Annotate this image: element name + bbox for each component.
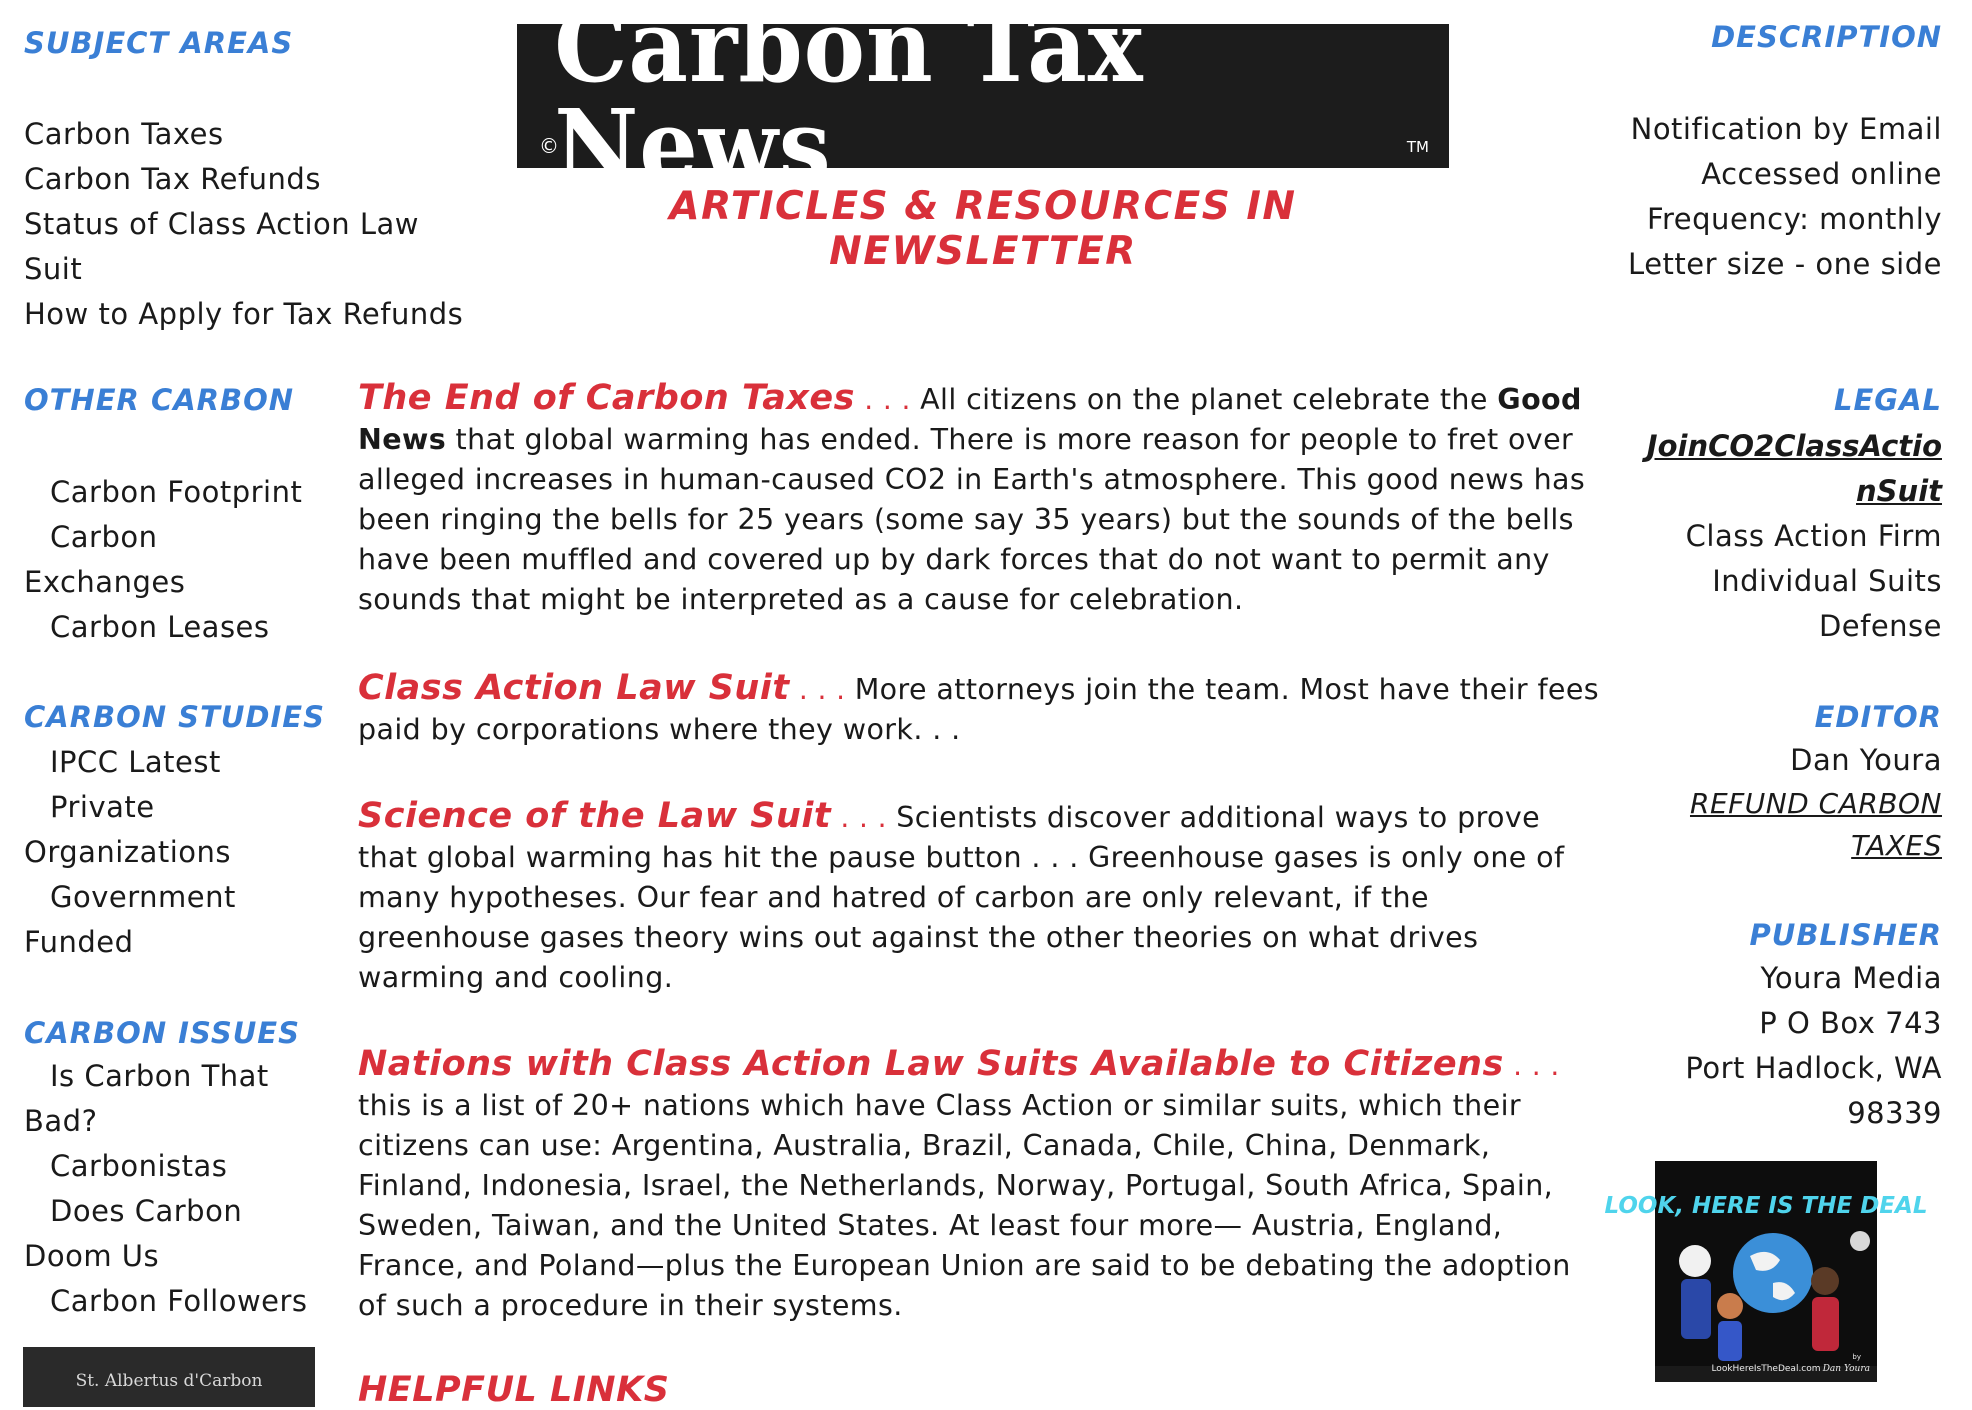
subject-areas-heading: SUBJECT AREAS <box>24 26 294 60</box>
deal-by: by <box>1852 1353 1861 1361</box>
issues-link-is-carbon-bad[interactable]: Is Carbon That <box>50 1059 269 1093</box>
carbon-studies-list <box>24 740 236 965</box>
copyright-symbol: © <box>539 134 559 158</box>
editor-name: Dan Youra <box>1790 743 1942 777</box>
other-carbon-list <box>24 470 302 650</box>
publisher-name: Youra Media <box>1760 961 1942 995</box>
masthead-subtitle: ARTICLES & RESOURCES IN NEWSLETTER <box>669 184 1297 274</box>
other-link-carbon-exchanges[interactable]: Carbon <box>50 520 158 554</box>
publisher-po-box: P O Box 743 <box>1759 1006 1942 1040</box>
legal-item-defense[interactable]: Defense <box>1818 609 1942 643</box>
studies-link-ipcc[interactable]: IPCC Latest <box>50 745 221 779</box>
article-ellipsis: . . . <box>855 383 921 416</box>
article-class-action <box>358 668 1604 750</box>
saint-albertus-caption: St. Albertus d'Carbon <box>75 1371 263 1391</box>
articles-column <box>358 378 1604 620</box>
join-class-action-link-line2: nSuit <box>1856 474 1942 508</box>
issues-link-carbon-followers[interactable]: Carbon Followers <box>50 1284 308 1318</box>
article-ellipsis: . . . <box>789 673 855 706</box>
article-ellipsis: . . . <box>831 801 897 834</box>
carbon-studies-heading: CARBON STUDIES <box>24 700 325 734</box>
issues-link-carbon-doom[interactable]: Does Carbon <box>50 1194 243 1228</box>
description-item: Accessed online <box>1701 157 1942 191</box>
article-title-link[interactable]: Class Action Law Suit <box>358 668 790 708</box>
description-list <box>1628 107 1942 287</box>
legal-item-individual-suits[interactable]: Individual Suits <box>1712 564 1942 598</box>
look-here-is-the-deal-image[interactable] <box>1604 1161 1928 1382</box>
issues-link-carbonistas[interactable]: Carbonistas <box>50 1149 228 1183</box>
publisher-section <box>1685 956 1942 1136</box>
other-link-carbon-leases[interactable]: Carbon Leases <box>50 610 270 644</box>
subject-link-apply-refunds[interactable]: How to Apply for Tax Refunds <box>24 297 464 331</box>
subject-link-carbon-tax-refunds[interactable]: Carbon Tax Refunds <box>24 162 321 196</box>
refund-link-line1: REFUND CARBON <box>1689 787 1942 820</box>
saint-albertus-image[interactable] <box>23 1347 315 1407</box>
article-bold-text: Good News <box>358 383 1582 456</box>
join-class-action-link[interactable] <box>1647 424 1942 514</box>
article-nations-class-action <box>358 1044 1604 1326</box>
editor-heading: EDITOR <box>1814 700 1942 734</box>
studies-link-government[interactable]: Government <box>50 880 236 914</box>
article-end-of-carbon-taxes <box>358 378 1604 620</box>
description-item: Letter size - one side <box>1628 247 1942 281</box>
trademark-symbol: TM <box>1406 138 1429 156</box>
refund-link-line2: TAXES <box>1851 829 1942 862</box>
issues-link-is-carbon-bad-cont[interactable]: Bad? <box>24 1104 98 1138</box>
publisher-city: Port Hadlock, WA <box>1685 1051 1942 1085</box>
description-item: Notification by Email <box>1630 112 1942 146</box>
legal-section <box>1647 424 1942 649</box>
masthead-title: Carbon Tax News <box>554 0 1144 205</box>
article-text: All citizens on the planet celebrate the <box>920 383 1498 416</box>
article-science-law-suit <box>358 796 1604 998</box>
subject-link-carbon-taxes[interactable]: Carbon Taxes <box>24 117 224 151</box>
description-heading: DESCRIPTION <box>1711 20 1942 54</box>
legal-item-class-action-firm[interactable]: Class Action Firm <box>1685 519 1942 553</box>
carbon-issues-list <box>24 1054 308 1324</box>
masthead-banner <box>517 0 1449 205</box>
article-text: this is a list of 20+ nations which have Class Action or similar suits, which their citizens can use: Argentina, Australia, Brazil, Canada, Chile, China, Denmark, Finland, Indonesia, Israel, the Netherlands, Norway, Portugal, South Africa, Spain, Sweden, Taiwan, and the United States. At least four more— Austria, England, France, and Poland—plus the European Union are said to be debating the adoption of such a procedure in their systems. <box>358 1089 1571 1322</box>
article-text: More attorneys join the team. Most have their fees paid by corporations where they work. . . <box>358 673 1600 746</box>
editor-section <box>1690 738 1942 867</box>
issues-link-carbon-doom-cont[interactable]: Doom Us <box>24 1239 160 1273</box>
deal-signature: Dan Youra <box>1822 1364 1870 1374</box>
subject-areas-list <box>24 112 463 337</box>
studies-link-private-orgs[interactable]: Private <box>50 790 155 824</box>
description-item: Frequency: monthly <box>1646 202 1942 236</box>
join-class-action-link-line1: JoinCO2ClassActio <box>1646 429 1942 463</box>
article-title-link[interactable]: The End of Carbon Taxes <box>358 378 855 418</box>
article-title-link[interactable]: Nations with Class Action Law Suits Available to Citizens <box>358 1044 1504 1084</box>
article-text: Scientists discover additional ways to prove that global warming has hit the pause button . . . Greenhouse gases is only one of many hypotheses. Our fear and hatred of carbon are only relevant, if the greenhouse gases theory wins out against the other theories on what drives warming and cooling. <box>358 801 1565 994</box>
carbon-issues-heading: CARBON ISSUES <box>24 1016 300 1050</box>
article-ellipsis: . . . <box>1503 1049 1560 1082</box>
article-title-link[interactable]: Science of the Law Suit <box>358 796 832 836</box>
publisher-heading: PUBLISHER <box>1749 918 1942 952</box>
publisher-zip: 98339 <box>1847 1096 1942 1130</box>
other-carbon-heading: OTHER CARBON <box>24 383 295 417</box>
helpful-links-heading: HELPFUL LINKS <box>358 1370 670 1410</box>
subject-link-class-action-status-cont[interactable]: Suit <box>24 252 83 286</box>
deal-site: LookHereIsTheDeal.com <box>1711 1364 1821 1374</box>
other-link-carbon-footprint[interactable]: Carbon Footprint <box>50 475 303 509</box>
article-text-cont: that global warming has ended. There is more reason for people to fret over alleged increases in human-caused CO2 in Earth's atmosphere. This good news has been ringing the bells for 25 years (some say 35 years) but the sounds of the bells have been muffled and covered up by dark forces that do not want to permit any sounds that might be interpreted as a cause for celebration. <box>358 423 1586 616</box>
subject-link-class-action-status[interactable]: Status of Class Action Law <box>24 207 419 241</box>
legal-heading: LEGAL <box>1833 383 1942 417</box>
refund-carbon-taxes-link[interactable] <box>1690 783 1942 867</box>
other-link-carbon-exchanges-cont[interactable]: Exchanges <box>24 565 186 599</box>
studies-link-government-cont[interactable]: Funded <box>24 925 134 959</box>
studies-link-private-orgs-cont[interactable]: Organizations <box>24 835 232 869</box>
deal-title: LOOK, HERE IS THE DEAL <box>1604 1193 1928 1219</box>
deal-illustration <box>1604 1161 1928 1382</box>
